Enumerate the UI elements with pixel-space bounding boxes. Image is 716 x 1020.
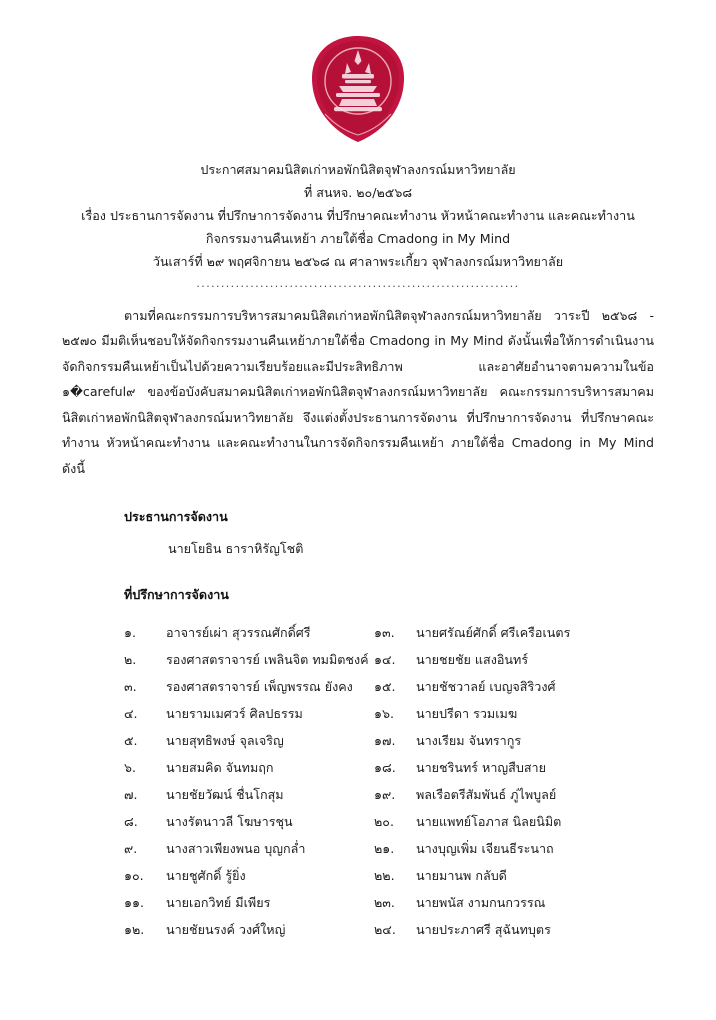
list-item	[124, 808, 374, 835]
list-item-number: ๒๒.	[374, 868, 395, 884]
list-item-name: นายชัยวัฒน์ ชื่นโกสุม	[166, 787, 284, 803]
list-row	[124, 754, 594, 781]
list-item	[374, 889, 594, 916]
list-item-name: รองศาสตราจารย์ เพ็ญพรรณ ยังคง	[166, 679, 353, 695]
list-item-name: นายแพทย์โอภาส นิลยนิมิต	[416, 814, 562, 830]
header-line-4: กิจกรรมงานคืนเหย้า ภายใต้ชื่อ Cmadong in My Mind	[205, 231, 511, 246]
header-line-1: ประกาศสมาคมนิสิตเก่าหอพักนิสิตจุฬาลงกรณ์มหาวิทยาลัย	[200, 162, 516, 177]
list-item-number: ๑๖.	[374, 706, 394, 722]
list-item-number: ๙.	[124, 841, 138, 857]
list-item-number: ๑๘.	[374, 760, 396, 776]
list-item-name: นายมานพ กลับดี	[416, 868, 507, 884]
list-item-number: ๑๙.	[374, 787, 396, 803]
list-item	[374, 646, 594, 673]
list-item-name: นางรัตนาวลี โฆษารชุน	[166, 814, 293, 830]
list-item	[374, 781, 594, 808]
list-item-number: ๔.	[124, 706, 138, 722]
list-item	[374, 619, 594, 646]
list-item-name: นายพนัส งามกนกวรรณ	[416, 895, 546, 911]
list-item-name: นายรามเมศวร์ ศิลปธรรม	[166, 706, 303, 722]
list-row	[124, 835, 594, 862]
list-item	[124, 862, 374, 889]
list-item-number: ๑.	[124, 625, 136, 641]
header-line-3: เรื่อง ประธานการจัดงาน ที่ปรึกษาการจัดงาน ที่ปรึกษาคณะทำงาน หัวหน้าคณะทำงาน และคณะทำงาน	[81, 208, 635, 223]
list-item	[124, 889, 374, 916]
list-item-name: อาจารย์เผ่า สุวรรณศักดิ์ศรี	[166, 625, 311, 641]
list-row	[124, 673, 594, 700]
list-item-name: นายสุทธิพงษ์ จุลเจริญ	[166, 733, 284, 749]
list-item	[124, 619, 374, 646]
list-row	[124, 916, 594, 943]
list-row	[124, 889, 594, 916]
section-heading-chair: ประธานการจัดงาน	[124, 509, 228, 525]
emblem-container	[0, 0, 716, 144]
list-item	[124, 700, 374, 727]
list-item-name: นายชัชวาลย์ เบญจสิริวงศ์	[416, 679, 556, 695]
list-item-name: นายเอกวิทย์ มีเพียร	[166, 895, 271, 911]
list-item-name: นายสมคิด จันทมฤก	[166, 760, 274, 776]
list-item	[374, 862, 594, 889]
list-item	[124, 916, 374, 943]
list-item	[374, 700, 594, 727]
list-item	[124, 646, 374, 673]
body-paragraph-text: ตามที่คณะกรรมการบริหารสมาคมนิสิตเก่าหอพักนิสิตจุฬาลงกรณ์มหาวิทยาลัย วาระปี ๒๕๖๘ - ๒๕๗๐ มีมติเห็นชอบให้จัดกิจกรรมงานคืนเหย้าภายใต้ชื่อ Cmadong in My Mind ดังนั้นเพื่อให้การดำเนินงานจัดกิจกรรมคืนเหย้าเป็นไปด้วยความเรียบร้อยและมีประสิทธิภาพ และอาศัยอำนาจตามความในข้อ ๑�careful๙ ของข้อบังคับสมาคมนิสิตเก่าหอพักนิสิตจุฬาลงกรณ์มหาวิทยาลัย คณะกรรมการบริหารสมาคมนิสิตเก่าหอพักนิสิตจุฬาลงกรณ์มหาวิทยาลัย จึงแต่งตั้งประธานการจัดงาน ที่ปรึกษาการจัดงาน ที่ปรึกษาคณะทำงาน หัวหน้าคณะทำงาน และคณะทำงานในการจัดกิจกรรมคืนเหย้า ภายใต้ชื่อ Cmadong in My Mind ดังนี้	[62, 307, 654, 476]
list-item-name: นางบุญเพิ่ม เจียนธีระนาถ	[416, 841, 554, 857]
list-item	[374, 673, 594, 700]
list-row	[124, 700, 594, 727]
chulalongkorn-university-emblem-icon	[306, 34, 410, 144]
list-item-name: นายปรีดา รวมเมฆ	[416, 706, 518, 722]
list-item-number: ๑๗.	[374, 733, 396, 749]
list-item-name: รองศาสตราจารย์ เพลินจิต ทมมิตชงค์	[166, 652, 369, 668]
list-item	[374, 727, 594, 754]
list-row	[124, 808, 594, 835]
list-item	[124, 835, 374, 862]
list-item	[124, 727, 374, 754]
list-item-number: ๑๔.	[374, 652, 396, 668]
list-item-name: นางเรียม จันทรากูร	[416, 733, 522, 749]
list-item-name: นายศรัณย์ศักดิ์ ศรีเครือเนตร	[416, 625, 571, 641]
list-item-number: ๑๑.	[124, 895, 144, 911]
body-paragraph	[62, 303, 654, 482]
body-block	[62, 303, 654, 482]
list-item-name: นายชูศักดิ์ รู้ยิ่ง	[166, 868, 246, 884]
list-row	[124, 781, 594, 808]
header-line-5: วันเสาร์ที่ ๒๙ พฤศจิกายน ๒๕๖๘ ณ ศาลาพระเกี้ยว จุฬาลงกรณ์มหาวิทยาลัย	[152, 254, 564, 269]
list-item-number: ๘.	[124, 814, 138, 830]
list-item-number: ๒๓.	[374, 895, 395, 911]
list-item	[124, 673, 374, 700]
list-item	[124, 781, 374, 808]
list-item	[374, 808, 594, 835]
list-item-name: นายชยชัย แสงอินทร์	[416, 652, 529, 668]
list-item-number: ๒๔.	[374, 922, 396, 938]
header-divider: ..................................................................	[196, 277, 520, 290]
list-item-name: นายชัยนรงค์ วงศ์ใหญ่	[166, 922, 286, 938]
section-heading-advisors: ที่ปรึกษาการจัดงาน	[124, 587, 229, 603]
document-header	[0, 158, 716, 273]
list-item-name: นายชรินทร์ หาญสืบสาย	[416, 760, 546, 776]
list-row	[124, 727, 594, 754]
header-line-2: ที่ สนหจ. ๒๐/๒๕๖๘	[303, 185, 413, 200]
chair-name: นายโยธิน ธาราหิรัญโชติ	[168, 541, 304, 557]
list-item-number: ๑๐.	[124, 868, 144, 884]
list-item	[374, 916, 594, 943]
list-item	[374, 754, 594, 781]
list-item-number: ๒.	[124, 652, 137, 668]
list-item	[124, 754, 374, 781]
list-item-number: ๖.	[124, 760, 136, 776]
list-item-name: นายประภาศรี สุฉันทบุตร	[416, 922, 551, 938]
list-row	[124, 646, 594, 673]
list-item-number: ๑๓.	[374, 625, 395, 641]
list-item-number: ๕.	[124, 733, 138, 749]
list-item-number: ๓.	[124, 679, 137, 695]
list-item-number: ๗.	[124, 787, 138, 803]
list-item-number: ๒๑.	[374, 841, 395, 857]
advisor-list	[124, 619, 594, 943]
list-item-number: ๑๒.	[124, 922, 145, 938]
list-item-name: พลเรือตรีสัมพันธ์ ภู่ไพบูลย์	[416, 787, 557, 803]
list-item-number: ๒๐.	[374, 814, 394, 830]
list-item	[374, 835, 594, 862]
list-item-name: นางสาวเพียงพนอ บุญกล่ำ	[166, 841, 306, 857]
list-row	[124, 619, 594, 646]
list-row	[124, 862, 594, 889]
list-item-number: ๑๕.	[374, 679, 396, 695]
